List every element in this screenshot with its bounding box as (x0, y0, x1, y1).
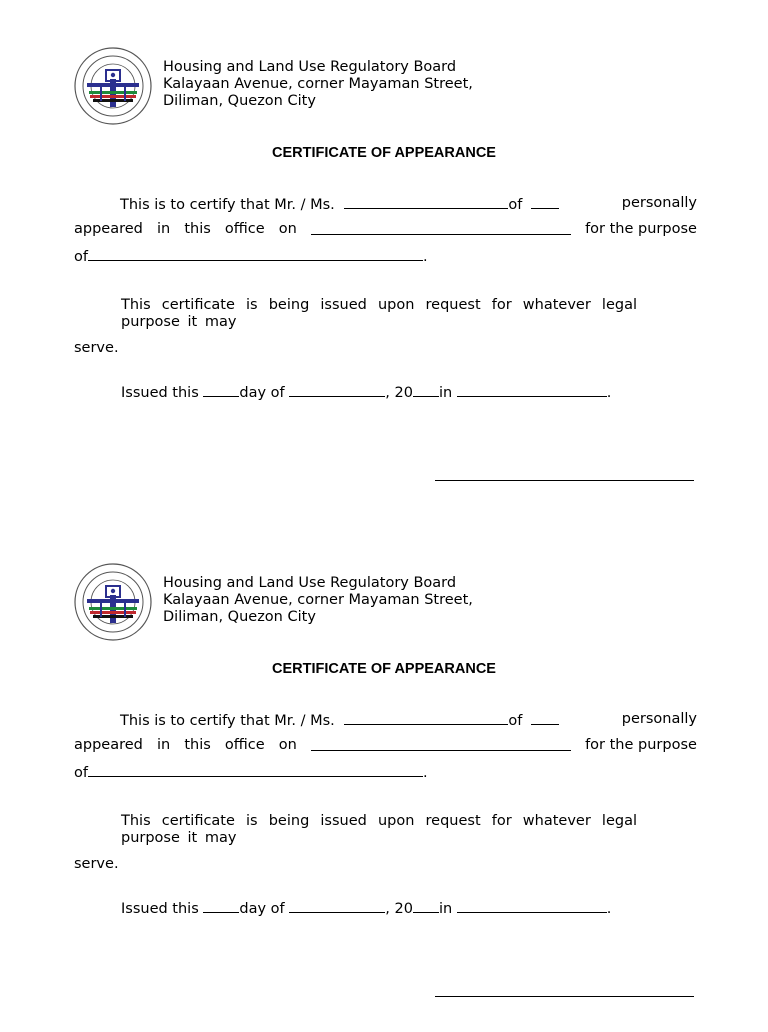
appeared-word-1: appeared (74, 221, 143, 237)
appeared-word-5: on (278, 737, 297, 753)
serve-text: serve. (74, 856, 119, 872)
month-blank[interactable] (289, 899, 385, 913)
appeared-word-1: appeared (74, 737, 143, 753)
name-blank[interactable] (344, 195, 508, 209)
signature-line[interactable] (435, 996, 694, 997)
comma-20-text: , 20 (385, 385, 413, 401)
purpose-it-may-text: purpose it may (121, 830, 237, 846)
appeared-word-4: office (224, 221, 265, 237)
of-text: of (508, 713, 523, 729)
year-blank[interactable] (413, 899, 439, 913)
purpose-it-may-text: purpose it may (121, 314, 237, 330)
appeared-word-5: on (278, 221, 297, 237)
location-blank[interactable] (457, 383, 607, 397)
of-prefix-text: of (74, 765, 88, 781)
purpose-period: . (422, 765, 428, 781)
certify-line (74, 711, 697, 729)
certificate-title: CERTIFICATE OF APPEARANCE (272, 145, 496, 161)
appeared-word-2: in (156, 221, 171, 237)
purpose-line (74, 247, 428, 265)
appeared-line (74, 737, 697, 753)
appeared-word-4: office (224, 737, 265, 753)
serve-text: serve. (74, 340, 119, 356)
org-address-line1: Kalayaan Avenue, corner Mayaman Street, (163, 76, 473, 92)
for-the-purpose-text: for the purpose (585, 737, 697, 753)
certificate-copy-2 (0, 516, 768, 1032)
location-blank[interactable] (457, 899, 607, 913)
issued-request-text: This certificate is being issued upon request for whatever legal (121, 297, 637, 313)
issued-this-text: Issued this (121, 901, 199, 917)
purpose-blank[interactable] (88, 763, 423, 777)
certify-line (74, 195, 697, 213)
place-blank[interactable] (531, 195, 559, 209)
hlurb-seal-icon (73, 45, 153, 127)
personally-text: personally (621, 711, 697, 727)
certificate-title: CERTIFICATE OF APPEARANCE (272, 661, 496, 677)
date-blank[interactable] (311, 221, 571, 235)
org-header (163, 575, 473, 626)
purpose-period: . (422, 249, 428, 265)
year-blank[interactable] (413, 383, 439, 397)
appeared-word-3: this (184, 221, 211, 237)
issued-line (121, 899, 611, 917)
org-header (163, 59, 473, 110)
purpose-line (74, 763, 428, 781)
of-text: of (508, 197, 523, 213)
issued-this-text: Issued this (121, 385, 199, 401)
personally-text: personally (621, 195, 697, 211)
certify-lead-text: This is to certify that Mr. / Ms. (120, 197, 335, 213)
for-the-purpose-text: for the purpose (585, 221, 697, 237)
date-blank[interactable] (311, 737, 571, 751)
issued-request-text: This certificate is being issued upon request for whatever legal (121, 813, 637, 829)
org-address-line2: Diliman, Quezon City (163, 609, 316, 625)
in-text: in (438, 901, 453, 917)
appeared-word-3: this (184, 737, 211, 753)
issued-line (121, 383, 611, 401)
month-blank[interactable] (289, 383, 385, 397)
issued-period: . (606, 385, 612, 401)
hlurb-seal-icon (73, 561, 153, 643)
place-blank[interactable] (531, 711, 559, 725)
issued-period: . (606, 901, 612, 917)
appeared-word-2: in (156, 737, 171, 753)
org-name: Housing and Land Use Regulatory Board (163, 575, 457, 591)
day-of-text: day of (239, 901, 285, 917)
day-blank[interactable] (203, 383, 239, 397)
day-of-text: day of (239, 385, 285, 401)
purpose-blank[interactable] (88, 247, 423, 261)
of-prefix-text: of (74, 249, 88, 265)
in-text: in (438, 385, 453, 401)
comma-20-text: , 20 (385, 901, 413, 917)
org-address-line2: Diliman, Quezon City (163, 93, 316, 109)
org-name: Housing and Land Use Regulatory Board (163, 59, 457, 75)
appeared-line (74, 221, 697, 237)
certify-lead-text: This is to certify that Mr. / Ms. (120, 713, 335, 729)
name-blank[interactable] (344, 711, 508, 725)
org-address-line1: Kalayaan Avenue, corner Mayaman Street, (163, 592, 473, 608)
signature-line[interactable] (435, 480, 694, 481)
day-blank[interactable] (203, 899, 239, 913)
